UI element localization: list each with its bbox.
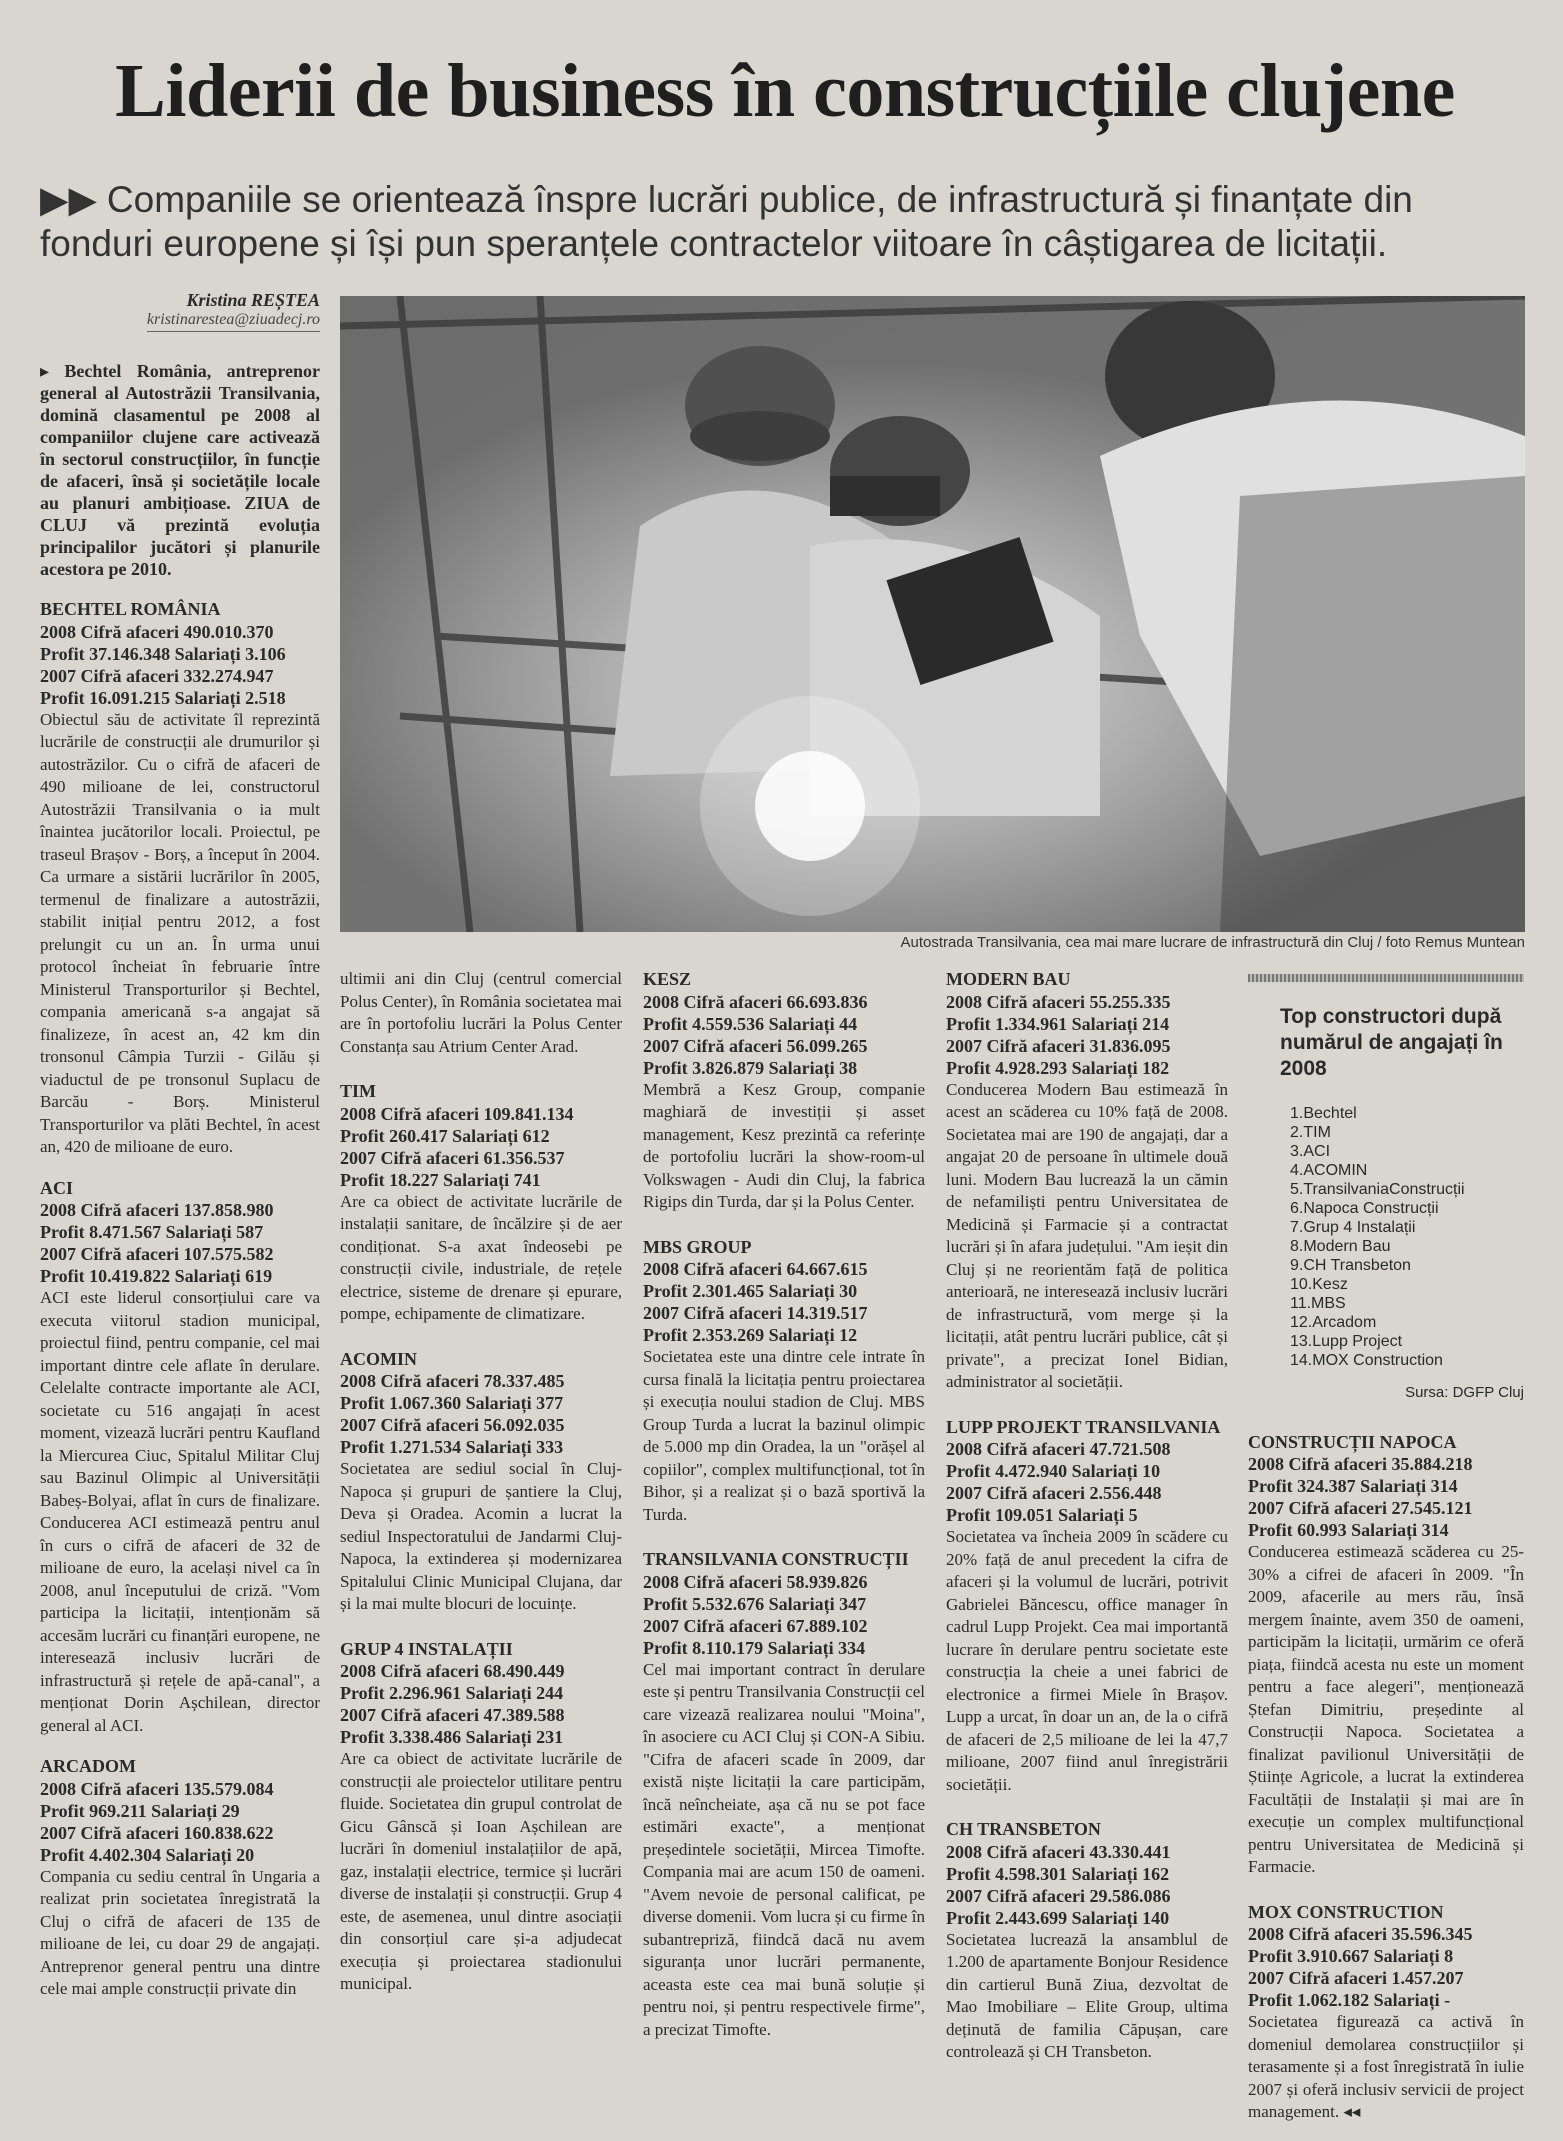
company-section xyxy=(643,1548,925,2041)
rank-item: 7.Grup 4 Instalații xyxy=(1290,1219,1416,1236)
company-stat: 2007 Cifră afaceri 1.457.207 xyxy=(1248,1968,1464,1988)
company-stat: Profit 2.443.699 Salariați 140 xyxy=(946,1907,1170,1928)
column-1 xyxy=(40,360,320,2001)
column-4 xyxy=(946,968,1228,2064)
company-stat: Profit 4.598.301 Salariați 162 xyxy=(946,1863,1170,1884)
company-stat: Profit 4.559.536 Salariați 44 xyxy=(643,1013,858,1034)
company-stat: 2008 Cifră afaceri 35.596.345 xyxy=(1248,1924,1473,1944)
company-stat: Profit 969.211 Salariați 29 xyxy=(40,1800,240,1821)
company-section xyxy=(643,968,925,1214)
company-stat: Profit 2.301.465 Salariați 30 xyxy=(643,1281,858,1301)
company-text: Obiectul său de activitate îl reprezintă lucrările de construcții ale drumurilor și autostrăzilor. Cu o cifră de afaceri de 490 milioane de lei, constructorul Autostrăzii Transilvania o ia mult înaintea jucătorilor locali. Proiectul, pe traseul Brașov - Borș, a început în 2004. Ca urmare a sistării lucrărilor în 2005, termenul de finalizare a autostrăzii, stabilit inițial pentru 2012, a fost prelungit cu un an. În urma unui protocol încheiat în februarie între Ministerul Transporturilor și Bechtel, compania americană s-a angajat să finalizeze, în acest an, 42 km din tronsonul Câmpia Turzii - Gilău și viaductul de pe tronsonul Suplacu de Barcău - Borș. Ministerul Transporturilor va plăti Bechtel, în acest an, 420 de milioane de euro. xyxy=(40,709,320,1156)
company-name: ARCADOM xyxy=(40,1756,136,1776)
rank-item: 6.Napoca Construcții xyxy=(1290,1200,1439,1217)
company-text: Are ca obiect de activitate lucrările de construcții ale proiectelor utilitare pentru fluide. Societatea din grupul controlat de Gicu Gânscă și Ioan Așchilean are lucrări în domeniul instalațiilor de apă, gaz, instalații electrice, termice și lucrări diverse de instalații și construcții. Grup 4 este, de asemenea, unul dintre asociații din consorțiul care și-a adjudecat execuția și proiectarea stadionului municipal. xyxy=(340,1749,622,1993)
company-stat: Profit 8.471.567 Salariați 587 xyxy=(40,1222,264,1242)
byline xyxy=(40,290,320,332)
company-stat: Profit 37.146.348 Salariați 3.106 xyxy=(40,643,286,664)
author-email: kristinarestea@ziuadecj.ro xyxy=(147,311,320,332)
company-name: TIM xyxy=(340,1081,376,1101)
company-stat: 2007 Cifră afaceri 56.099.265 xyxy=(643,1035,868,1056)
company-stat: Profit 1.334.961 Salariați 214 xyxy=(946,1013,1170,1034)
company-name: CH TRANSBETON xyxy=(946,1819,1101,1839)
company-text-content: Societatea figurează ca activă în domeniul demolarea construcțiilor și terasamente și a fost înregistrată în iulie 2007 și oferă inclusiv servicii de project management. xyxy=(1248,2012,1524,2121)
company-stat: Profit 324.387 Salariați 314 xyxy=(1248,1476,1458,1496)
company-stat: 2008 Cifră afaceri 66.693.836 xyxy=(643,991,868,1012)
rank-item: 9.CH Transbeton xyxy=(1290,1257,1411,1274)
company-text: Membră a Kesz Group, companie maghiară de investiții și asset management, Kesz prezintă ca referințe de portofoliu lucrări la show-room-ul Volkswagen - Audi din Cluj, la fabrica Rigips din Turda, dar și la Polus Center. xyxy=(643,1079,925,1211)
rank-item: 13.Lupp Project xyxy=(1290,1333,1403,1350)
company-section xyxy=(40,1755,320,2001)
rank-item: 4.ACOMIN xyxy=(1290,1162,1368,1179)
company-stat: Profit 3.826.879 Salariați 38 xyxy=(643,1057,858,1078)
rank-item: 11.MBS xyxy=(1290,1295,1346,1312)
company-stat: Profit 4.402.304 Salariați 20 xyxy=(40,1844,255,1865)
company-stat: Profit 1.067.360 Salariați 377 xyxy=(340,1393,564,1413)
company-stat: Profit 109.051 Salariați 5 xyxy=(946,1505,1138,1525)
company-stat: 2008 Cifră afaceri 64.667.615 xyxy=(643,1259,868,1279)
headline: Liderii de business în construcțiile clujene xyxy=(115,49,1455,133)
top-constructors-box xyxy=(1248,1004,1524,1405)
company-text: Compania cu sediu central în Ungaria a realizat prin societatea înregistrată la Cluj o cifră de afaceri de 135 de milioane de lei, cu doar 29 de angajați. Antreprenor general pentru una dintre cele mai ample construcții private din xyxy=(40,1866,320,1998)
company-stat: 2007 Cifră afaceri 2.556.448 xyxy=(946,1483,1162,1503)
company-stat: Profit 3.910.667 Salariați 8 xyxy=(1248,1946,1454,1966)
company-stat: Profit 2.353.269 Salariați 12 xyxy=(643,1325,858,1345)
company-text: Societatea are sediul social în Cluj-Napoca și grupuri de șantiere la Cluj, Deva și Oradea. Acomin a lucrat la sediul Inspectoratului de Jandarmi Cluj-Napoca, la extinderea și modernizarea Spitalului Clinic Municipal Clujana, dar și la mai multe blocuri de locuințe. xyxy=(340,1459,622,1613)
company-stat: 2008 Cifră afaceri 58.939.826 xyxy=(643,1571,868,1592)
company-stat: 2008 Cifră afaceri 109.841.134 xyxy=(340,1103,574,1124)
company-stat: 2007 Cifră afaceri 27.545.121 xyxy=(1248,1498,1473,1518)
company-stat: Profit 260.417 Salariați 612 xyxy=(340,1125,550,1146)
company-section xyxy=(946,1416,1228,1797)
rank-item: 2.TIM xyxy=(1290,1124,1331,1141)
company-name: ACI xyxy=(40,1177,74,1198)
company-stat: Profit 1.062.182 Salariați - xyxy=(1248,1990,1451,2010)
end-mark-icon: ◂◂ xyxy=(1343,2102,1361,2121)
company-stat: 2008 Cifră afaceri 78.337.485 xyxy=(340,1371,565,1391)
box-source: Sursa: DGFP Cluj xyxy=(1405,1384,1524,1401)
rank-item: 12.Arcadom xyxy=(1290,1314,1377,1331)
company-stat: 2007 Cifră afaceri 332.274.947 xyxy=(40,665,274,686)
company-stat: 2008 Cifră afaceri 137.858.980 xyxy=(40,1200,274,1220)
box-top-rule xyxy=(1248,974,1524,982)
company-section xyxy=(643,1236,925,1527)
company-name: TRANSILVANIA CONSTRUCȚII xyxy=(643,1549,909,1569)
rank-item: 5.TransilvaniaConstrucții xyxy=(1290,1181,1465,1198)
company-name: GRUP 4 INSTALAȚII xyxy=(340,1638,513,1659)
company-name: CONSTRUCȚII NAPOCA xyxy=(1248,1431,1457,1452)
company-stat: 2007 Cifră afaceri 31.836.095 xyxy=(946,1035,1171,1056)
company-stat: 2007 Cifră afaceri 67.889.102 xyxy=(643,1615,868,1636)
company-name: KESZ xyxy=(643,969,692,989)
company-stat: 2008 Cifră afaceri 35.884.218 xyxy=(1248,1454,1473,1474)
photo-caption: Autostrada Transilvania, cea mai mare lucrare de infrastructură din Cluj / foto Remus Muntean xyxy=(900,934,1525,951)
company-name: ACOMIN xyxy=(340,1348,417,1369)
continued-text: ultimii ani din Cluj (centrul comercial Polus Center), în România societatea mai are în portofoliu lucrări la Polus Center Constanța sau Atrium Center Arad. xyxy=(340,969,622,1056)
intro-paragraph: ▸ Bechtel România, antreprenor general al Autostrăzii Transilvania, domină clasamentul pe 2008 al companiilor clujene care activează în sectorul construcțiilor, în funcție de afaceri, însă și societățile locale au planuri ambițioase. ZIUA de CLUJ vă prezintă evoluția principalilor jucători și planurile acestora pe 2010. xyxy=(40,361,320,579)
rank-item: 8.Modern Bau xyxy=(1290,1238,1391,1255)
column-5 xyxy=(1248,974,1524,2124)
rank-item: 1.Bechtel xyxy=(1290,1105,1357,1122)
rank-item: 14.MOX Construction xyxy=(1290,1352,1443,1369)
rank-item: 3.ACI xyxy=(1290,1143,1331,1160)
company-text: Are ca obiect de activitate lucrările de instalații sanitare, de încălzire și de aer condiționat. S-a axat îndeosebi pe construcții civile, industriale, de rețele electrice, sisteme de drenare și epurare, pompe, echipamente de climatizare. xyxy=(340,1191,622,1323)
company-section xyxy=(1248,1431,1524,1879)
company-stat: 2008 Cifră afaceri 135.579.084 xyxy=(40,1778,274,1799)
company-stat: Profit 10.419.822 Salariați 619 xyxy=(40,1266,273,1286)
lead-paragraph xyxy=(40,178,1530,265)
lead-text: Companiile se orientează înspre lucrări publice, de infrastructură și finanțate din fonduri europene și își pun speranțele contractelor viitoare în câștigarea de licitații. xyxy=(40,179,1413,264)
company-text: ACI este liderul consorțiului care va executa viitorul stadion municipal, proiectul fiind, pentru companie, cel mai important dintre cele aflate în derulare. Celelalte contracte importante ale ACI, societate cu 516 angajați în acest moment, vizează lucrări pentru Kaufland la Miercurea Ciuc, Spitalul Militar Cluj sau Bazinul Olimpic al Universității Babeș-Bolyai, aflat în curs de finalizare. Conducerea ACI estimează pentru anul în curs o cifră de afaceri de 32 de milioane de euro, la același nivel ca în 2008, anul începutului de criză. "Vom participa la licitații, intenționăm să accesăm lucrări cu finanțări europene, ne interesează inclusiv lucrări de infrastructură și rețele de apă-canal", a menționat Dorin Așchilean, director general al ACI. xyxy=(40,1288,320,1735)
company-stat: Profit 8.110.179 Salariați 334 xyxy=(643,1637,866,1658)
company-stat: 2007 Cifră afaceri 61.356.537 xyxy=(340,1147,565,1168)
company-stat: Profit 18.227 Salariați 741 xyxy=(340,1169,541,1190)
company-name: MODERN BAU xyxy=(946,969,1071,989)
company-section xyxy=(340,1348,622,1616)
company-text: Conducerea Modern Bau estimează în acest an scăderea cu 10% față de 2008. Societatea mai are 190 de angajați, dar a angajat 20 de persoane în ultimele două luni. Modern Bau lucrează la un cămin de nefamiliști pentru Universitatea de Medicină și Farmacie și a contractat lucrări și în afara județului. "Am ieșit din Cluj și ne reorientăm față de politica anterioară, ne interesează inclusiv lucrări de infrastructură, vom merge și la licitații, atât pentru lucrări publice, cât și private", a precizat Ionel Bidian, administrator al societății. xyxy=(946,1079,1228,1391)
company-stat: 2007 Cifră afaceri 47.389.588 xyxy=(340,1705,565,1725)
rank-item: 10.Kesz xyxy=(1290,1276,1348,1293)
company-stat: Profit 1.271.534 Salariați 333 xyxy=(340,1437,564,1457)
company-text: Societatea lucrează la ansamblul de 1.200 de apartamente Bonjour Residence din cartierul Bună Ziua, dezvoltat de Mao Imobiliare – Elite Group, ultima deținută de familia Căpușan, care controlează și CH Transbeton. xyxy=(946,1929,1228,2061)
column-3 xyxy=(643,968,925,2041)
company-stat: 2008 Cifră afaceri 47.721.508 xyxy=(946,1439,1171,1459)
column-2 xyxy=(340,968,622,1996)
company-stat: Profit 16.091.215 Salariați 2.518 xyxy=(40,687,286,708)
company-stat: 2007 Cifră afaceri 107.575.582 xyxy=(40,1244,274,1264)
company-stat: 2008 Cifră afaceri 55.255.335 xyxy=(946,991,1171,1012)
construction-workers-illustration xyxy=(340,296,1525,932)
company-stat: 2008 Cifră afaceri 68.490.449 xyxy=(340,1661,565,1681)
company-stat: 2008 Cifră afaceri 490.010.370 xyxy=(40,621,274,642)
company-stat: Profit 4.928.293 Salariați 182 xyxy=(946,1057,1170,1078)
company-text: Conducerea estimează scăderea cu 25-30% a cifrei de afaceri în 2009. "În 2009, afacerile au mers rău, însă mergem înainte, avem 350 de oameni, participăm la licitații, urmărim ce oferă piața, fiindcă acesta nu este un moment pentru a face alegeri", menționează Ștefan Dimitriu, președinte al Construcții Napoca. Societatea a finalizat pavilionul Universității de Științe Agricole, a lucrat la extinderea Facultății de Instalații și mai are în execuție un complex multifuncțional pentru Universitatea de Medicină și Farmacie. xyxy=(1248,1542,1524,1876)
company-section xyxy=(40,1177,320,1738)
company-section xyxy=(946,1818,1228,2064)
company-stat: 2007 Cifră afaceri 56.092.035 xyxy=(340,1415,565,1435)
company-section xyxy=(340,1080,622,1326)
company-stat: 2008 Cifră afaceri 43.330.441 xyxy=(946,1841,1171,1862)
company-text: Cel mai important contract în derulare este și pentru Transilvania Construcții cel care vizează realizarea noului "Moina", în asociere cu ACI Cluj și CON-A Sibiu. "Cifra de afaceri scade în 2009, dar există niște licitații la care participăm, încă neîncheiate, așa că nu se pot face estimări exacte", a menționat președintele societății, Mircea Timofte. Compania mai are acum 150 de oameni. "Avem nevoie de personal calificat, pe diverse domenii. Vom lucra și cu firme în subantrepriză, fiindcă dacă nu avem siguranța unor lucrări permanente, aceasta este cea mai bună soluție și pentru noi, și pentru respectivele firme", a precizat Timofte. xyxy=(643,1659,925,2039)
company-section xyxy=(1248,1901,1524,2124)
company-stat: Profit 3.338.486 Salariați 231 xyxy=(340,1727,564,1747)
company-section xyxy=(340,1638,622,1996)
company-stat: Profit 5.532.676 Salariați 347 xyxy=(643,1593,867,1614)
company-stat: Profit 4.472.940 Salariați 10 xyxy=(946,1461,1161,1481)
company-stat: Profit 2.296.961 Salariați 244 xyxy=(340,1683,564,1703)
company-stat: 2007 Cifră afaceri 14.319.517 xyxy=(643,1303,868,1323)
company-section xyxy=(40,598,320,1159)
rank-list xyxy=(1290,1104,1524,1370)
company-stat: 2007 Cifră afaceri 29.586.086 xyxy=(946,1885,1171,1906)
company-section xyxy=(946,968,1228,1394)
company-name: LUPP PROJEKT TRANSILVANIA xyxy=(946,1416,1221,1437)
company-name: BECHTEL ROMÂNIA xyxy=(40,599,221,619)
company-text: Societatea va încheia 2009 în scădere cu 20% față de anul precedent la cifra de afaceri și la volumul de lucrări, potrivit Gabrielei Băncescu, office manager în cadrul Lupp Projekt. Cea mai importantă lucrare în derulare pentru societate este construcția la cheie a unei fabrici de electronice a firmei Miele în Brașov. Lupp a urcat, în doar un an, de la o cifră de afaceri de 2,5 milioane de lei la 47,7 milioane, 2007 fiind anul înregistrării societății. xyxy=(946,1527,1228,1794)
article-photo xyxy=(340,296,1525,932)
company-stat: Profit 60.993 Salariați 314 xyxy=(1248,1520,1449,1540)
company-name: MOX CONSTRUCTION xyxy=(1248,1901,1444,1922)
top-box-title: Top constructori după numărul de angajați în 2008 xyxy=(1280,1005,1503,1080)
company-stat: 2007 Cifră afaceri 160.838.622 xyxy=(40,1822,274,1843)
lead-arrow-icon: ▶▶ xyxy=(40,179,97,220)
company-name: MBS GROUP xyxy=(643,1236,752,1257)
company-text: Societatea este una dintre cele intrate în cursa finală la licitația pentru proiectarea și execuția noului stadion de Cluj. MBS Group Turda a lucrat la bazinul olimpic de 5.000 mp din Oradea, la un "orășel al copiilor", complex multifuncțional, tot în Bihor, și a realizat și o bază sportivă la Turda. xyxy=(643,1347,925,1524)
author-name: Kristina REȘTEA xyxy=(186,290,320,310)
company-text xyxy=(1248,2011,1524,2124)
